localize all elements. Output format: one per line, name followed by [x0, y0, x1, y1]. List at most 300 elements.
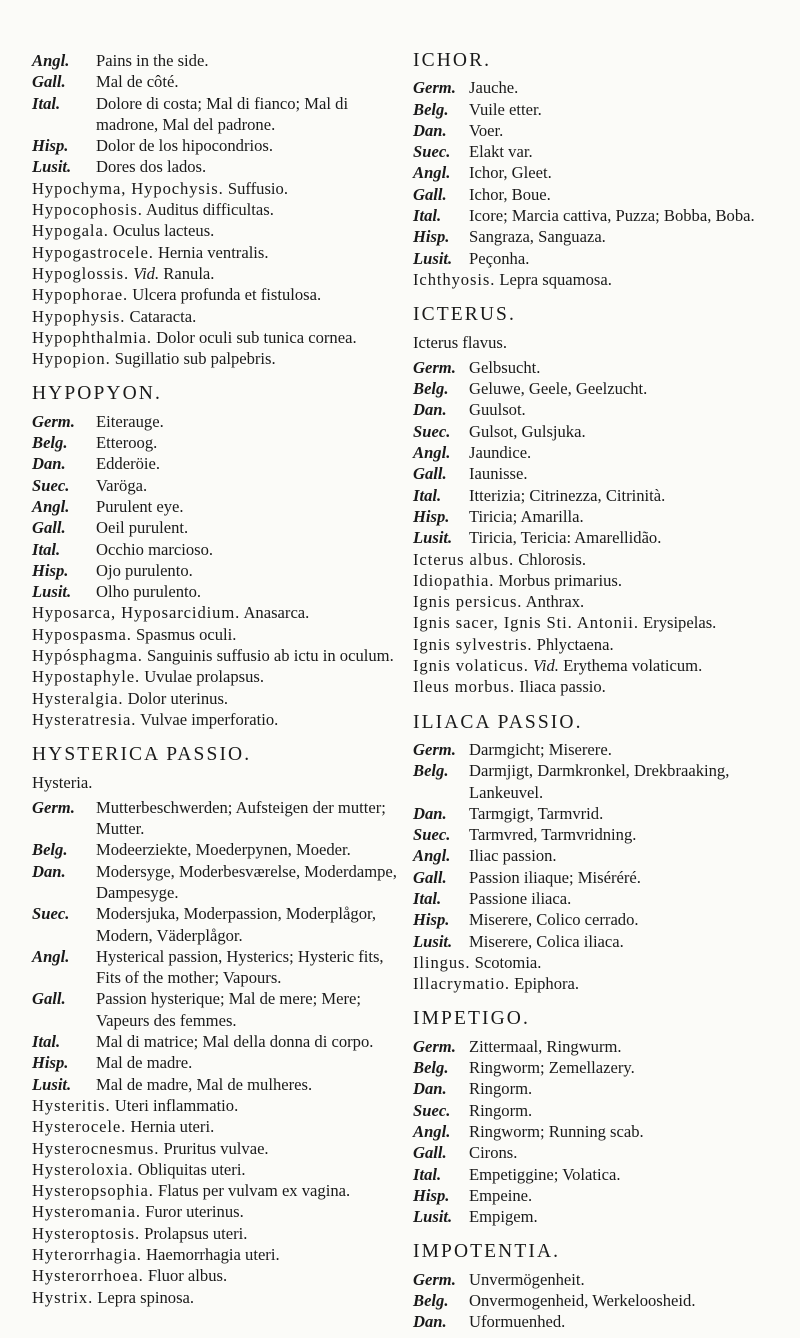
headword: Hypophorae. — [32, 285, 129, 305]
translation-text: Hysterical passion, Hysterics; Hysteric fits, Fits of the mother; Vapours. — [96, 946, 384, 988]
headword: Ichthyosis. — [413, 269, 496, 289]
translation-text: Empetiggine; Volatica. — [469, 1164, 621, 1184]
translation-row — [413, 1078, 793, 1099]
translation-text: Guulsot. — [469, 400, 526, 420]
headword: Hysteroptosis. — [32, 1223, 141, 1243]
headword: Illacrymatio. — [413, 974, 510, 994]
translation-row — [32, 1031, 402, 1052]
definition: Furor uterinus. — [145, 1202, 244, 1222]
definition: Ulcera profunda et fistulosa. — [132, 285, 322, 305]
translation-row — [413, 760, 793, 803]
translation-row — [413, 739, 793, 760]
translation-text: Tiricia; Amarilla. — [469, 506, 584, 526]
translation-row — [413, 1185, 793, 1206]
language-label: Dan. — [32, 861, 66, 881]
definition: Prolapsus uteri. — [144, 1223, 248, 1243]
translation-text: Jaundice. — [469, 443, 532, 463]
translation-text: Gulsot, Gulsjuka. — [469, 421, 586, 441]
headword: Ilingus. — [413, 952, 471, 972]
definition: Flatus per vulvam ex vagina. — [157, 1181, 351, 1201]
translation-text: Unvermögenheit. — [469, 1269, 585, 1289]
headword: Ignis sacer, Ignis Sti. Antonii. — [413, 613, 639, 633]
translation-text: Modeerziekte, Moederpynen, Moeder. — [96, 840, 351, 860]
language-label: Dan. — [413, 803, 447, 823]
translation-row — [32, 797, 402, 840]
language-label: Suec. — [413, 421, 451, 441]
language-label: Belg. — [413, 379, 449, 399]
translation-row — [413, 1290, 793, 1311]
translation-text: Tarmvred, Tarmvridning. — [469, 825, 637, 845]
translation-row — [32, 411, 402, 432]
translation-row — [32, 861, 402, 904]
translation-row — [413, 485, 793, 506]
translation-text: Ringorm. — [469, 1079, 533, 1099]
translation-row — [32, 475, 402, 496]
headword: Hypochyma, Hypochysis. — [32, 178, 224, 198]
section-heading: ICTERUS. — [413, 304, 516, 326]
translation-row — [32, 496, 402, 517]
translation-row — [413, 162, 793, 183]
language-label: Ital. — [413, 1164, 442, 1184]
definition: Erythema volaticum. — [563, 656, 703, 676]
definition: Anasarca. — [243, 603, 310, 623]
translation-text: Purulent eye. — [96, 496, 184, 516]
translation-row — [413, 931, 793, 952]
synonym-entry — [32, 1265, 402, 1286]
language-label: Angl. — [32, 946, 70, 966]
headword: Hypoglossis. — [32, 263, 130, 283]
translation-row — [413, 99, 793, 120]
language-label: Gall. — [413, 184, 447, 204]
translation-text: Oeil purulent. — [96, 518, 189, 538]
language-label: Gall. — [32, 989, 66, 1009]
language-label: Dan. — [32, 454, 66, 474]
translation-row — [413, 205, 793, 226]
headword: Hysteroloxia. — [32, 1159, 134, 1179]
translation-text: Ichor, Gleet. — [469, 163, 552, 183]
translation-text: Jauche. — [469, 78, 519, 98]
translation-text: Etteroog. — [96, 433, 158, 453]
translation-text: Passione iliaca. — [469, 888, 572, 908]
translation-text: Itterizia; Citrinezza, Citrinità. — [469, 485, 666, 505]
translation-row — [32, 1074, 402, 1095]
definition: Obliquitas uteri. — [137, 1159, 246, 1179]
headword: Hypostaphyle. — [32, 667, 141, 687]
definition: Suffusio. — [227, 178, 288, 198]
headword: Hysterorrhoea. — [32, 1266, 144, 1286]
language-label: Dan. — [413, 1312, 447, 1332]
definition: Haemorrhagia uteri. — [145, 1245, 280, 1265]
synonym-entry — [32, 1138, 402, 1159]
section-heading: IMPETIGO. — [413, 1008, 530, 1030]
translation-row — [32, 839, 402, 860]
language-label: Germ. — [413, 357, 456, 377]
definition: Phlyctaena. — [536, 634, 614, 654]
language-label: Gall. — [413, 867, 447, 887]
language-label: Angl. — [413, 443, 451, 463]
translation-row — [413, 77, 793, 98]
language-label: Germ. — [32, 411, 75, 431]
language-label: Ital. — [413, 888, 442, 908]
synonym-entry — [32, 1180, 402, 1201]
definition: Dolor oculi sub tunica cornea. — [156, 327, 357, 347]
headword: Hyterorrhagia. — [32, 1245, 142, 1265]
language-label: Belg. — [413, 761, 449, 781]
language-label: Dan. — [413, 1079, 447, 1099]
translation-row — [32, 581, 402, 602]
translation-row — [413, 1057, 793, 1078]
definition: Cataracta. — [129, 306, 197, 326]
language-label: Ital. — [413, 485, 442, 505]
language-label: Lusit. — [413, 248, 453, 268]
definition: Ranula. — [163, 263, 215, 283]
vid-reference: Vid. — [133, 263, 160, 283]
definition: Sugillatio sub palpebris. — [114, 349, 276, 369]
definition: Auditus difficultas. — [146, 200, 274, 220]
translation-text: Uformuenhed. — [469, 1312, 566, 1332]
language-label: Ital. — [32, 1032, 61, 1052]
translation-row — [413, 1164, 793, 1185]
headword: Icterus albus. — [413, 549, 515, 569]
headword: Ileus morbus. — [413, 677, 516, 697]
language-label: Lusit. — [32, 157, 72, 177]
translation-text: Passion iliaque; Miséréré. — [469, 867, 641, 887]
translation-row — [413, 527, 793, 548]
translation-row — [32, 453, 402, 474]
translation-row — [413, 442, 793, 463]
definition: Fluor albus. — [147, 1266, 228, 1286]
translation-text: Eiterauge. — [96, 411, 164, 431]
definition: Vulvae imperforatio. — [140, 709, 279, 729]
language-label: Lusit. — [413, 528, 453, 548]
translation-row — [413, 120, 793, 141]
synonym-entry — [413, 655, 793, 676]
synonym-entry — [32, 1287, 402, 1308]
translation-text: Elakt var. — [469, 142, 533, 162]
language-label: Belg. — [32, 433, 68, 453]
translation-text: Iliac passion. — [469, 846, 557, 866]
language-label: Hisp. — [413, 227, 450, 247]
translation-text: Ringworm; Running scab. — [469, 1121, 644, 1141]
translation-row — [32, 156, 402, 177]
language-label: Angl. — [32, 51, 70, 70]
translation-text: Cirons. — [469, 1143, 518, 1163]
synonym-entry — [413, 612, 793, 633]
translation-text: Tarmgigt, Tarmvrid. — [469, 803, 604, 823]
headword: Hypospasma. — [32, 624, 132, 644]
translation-text: Olho purulento. — [96, 582, 202, 602]
synonym-entry — [32, 1244, 402, 1265]
headword: Hysteratresia. — [32, 709, 137, 729]
translation-text: Gelbsucht. — [469, 357, 541, 377]
translation-row — [413, 378, 793, 399]
headword: Ignis persicus. — [413, 592, 523, 612]
language-label: Gall. — [32, 72, 66, 92]
translation-text: Vuile etter. — [469, 99, 542, 119]
translation-text: Pains in the side. — [96, 51, 209, 70]
synonym-entry — [32, 263, 402, 284]
translation-row — [32, 988, 402, 1031]
translation-row — [413, 1206, 793, 1227]
translation-row — [32, 903, 402, 946]
synonym-entry — [32, 348, 402, 369]
definition: Erysipelas. — [643, 613, 717, 633]
language-label: Germ. — [413, 78, 456, 98]
language-label: Hisp. — [413, 1185, 450, 1205]
translation-text: Dores dos lados. — [96, 157, 207, 177]
headword: Hyposarca, Hyposarcidium. — [32, 603, 241, 623]
language-label: Belg. — [413, 99, 449, 119]
translation-text: Peçonha. — [469, 248, 530, 268]
translation-row — [413, 867, 793, 888]
translation-row — [32, 50, 402, 71]
language-label: Hisp. — [32, 1053, 69, 1073]
language-label: Hisp. — [413, 506, 450, 526]
translation-text: Empeine. — [469, 1185, 533, 1205]
translation-text: Mal de côté. — [96, 72, 179, 92]
language-label: Belg. — [413, 1058, 449, 1078]
language-label: Germ. — [32, 797, 75, 817]
language-label: Lusit. — [32, 582, 72, 602]
translation-row — [413, 1311, 793, 1332]
translation-row — [413, 357, 793, 378]
definition: Morbus primarius. — [498, 570, 623, 590]
translation-row — [413, 1100, 793, 1121]
synonym-entry — [413, 269, 793, 290]
headword: Hysteropsophia. — [32, 1181, 154, 1201]
language-label: Ital. — [32, 93, 61, 113]
definition: Lepra spinosa. — [97, 1287, 195, 1307]
synonym-entry — [32, 284, 402, 305]
translation-text: Ringorm. — [469, 1100, 533, 1120]
headword: Ignis volaticus. — [413, 656, 529, 676]
headword: Hystrix. — [32, 1287, 94, 1307]
translation-row — [413, 888, 793, 909]
synonym-entry — [32, 602, 402, 623]
headword: Hypophysis. — [32, 306, 126, 326]
synonym-entry — [32, 306, 402, 327]
translation-text: Modersjuka, Moderpassion, Moderplågor, Modern, Väderplågor. — [96, 904, 376, 945]
section-heading: HYPOPYON. — [32, 383, 162, 405]
language-label: Germ. — [413, 1269, 456, 1289]
synonym-entry — [32, 327, 402, 348]
translation-row — [32, 560, 402, 581]
synonym-entry — [32, 645, 402, 666]
translation-row — [413, 421, 793, 442]
translation-text: Ichor, Boue. — [469, 184, 551, 204]
definition: Anthrax. — [525, 592, 585, 612]
translation-row — [32, 135, 402, 156]
language-label: Belg. — [32, 840, 68, 860]
language-label: Germ. — [413, 739, 456, 759]
synonym-entry — [32, 1095, 402, 1116]
translation-row — [413, 226, 793, 247]
synonym-entry — [413, 591, 793, 612]
translation-row — [413, 824, 793, 845]
headword: Hypogala. — [32, 221, 109, 241]
synonym-entry — [32, 242, 402, 263]
translation-text: Mal di matrice; Mal della donna di corpo. — [96, 1032, 374, 1052]
language-label: Gall. — [413, 1143, 447, 1163]
language-label: Lusit. — [413, 931, 453, 951]
section-subheading: Hysteria. — [32, 772, 93, 792]
definition: Lepra squamosa. — [499, 269, 612, 289]
synonym-entry — [32, 666, 402, 687]
translation-text: Edderöie. — [96, 454, 161, 474]
translation-text: Onvermogenheid, Werkeloosheid. — [469, 1291, 696, 1311]
synonym-entry — [413, 973, 793, 994]
translation-text: Geluwe, Geele, Geelzucht. — [469, 379, 648, 399]
translation-row — [32, 432, 402, 453]
translation-text: Miserere, Colica iliaca. — [469, 931, 624, 951]
translation-row — [413, 909, 793, 930]
language-label: Dan. — [413, 400, 447, 420]
translation-row — [32, 71, 402, 92]
section-subheading: Icterus flavus. — [413, 332, 507, 352]
language-label: Hisp. — [413, 910, 450, 930]
language-label: Belg. — [413, 1291, 449, 1311]
language-label: Suec. — [413, 142, 451, 162]
translation-text: Passion hysterique; Mal de mere; Mere; Vapeurs des femmes. — [96, 989, 361, 1030]
translation-text: Voer. — [469, 120, 504, 140]
synonym-entry — [413, 570, 793, 591]
definition: Epiphora. — [514, 974, 580, 994]
headword: Hysteromania. — [32, 1202, 141, 1222]
translation-text: Empigem. — [469, 1207, 538, 1227]
definition: Hernia uteri. — [130, 1117, 215, 1137]
language-label: Lusit. — [32, 1074, 72, 1094]
translation-text: Icore; Marcia cattiva, Puzza; Bobba, Boba. — [469, 206, 755, 226]
headword: Hysterocele. — [32, 1117, 127, 1137]
left-column — [32, 50, 402, 1308]
translation-text: Tiricia, Tericia: Amarellidão. — [469, 528, 662, 548]
language-label: Hisp. — [32, 560, 69, 580]
headword: Idiopathia. — [413, 570, 495, 590]
translation-row — [413, 1269, 793, 1290]
translation-row — [413, 803, 793, 824]
section-heading: IMPOTENTIA. — [413, 1241, 561, 1263]
language-label: Ital. — [413, 206, 442, 226]
synonym-entry — [32, 199, 402, 220]
synonym-entry — [413, 549, 793, 570]
definition: Oculus lacteus. — [112, 221, 215, 241]
definition: Sanguinis suffusio ab ictu in oculum. — [146, 646, 394, 666]
section-heading: ICHOR. — [413, 50, 492, 71]
translation-text: Occhio marcioso. — [96, 539, 214, 559]
synonym-entry — [32, 1201, 402, 1222]
translation-row — [413, 184, 793, 205]
headword: Ignis sylvestris. — [413, 634, 533, 654]
headword: Hysteralgia. — [32, 688, 124, 708]
synonym-entry — [32, 178, 402, 199]
translation-row — [413, 1036, 793, 1057]
definition: Dolor uterinus. — [127, 688, 229, 708]
definition: Iliaca passio. — [519, 677, 606, 697]
translation-text: Iaunisse. — [469, 464, 528, 484]
translation-text: Mutterbeschwerden; Aufsteigen der mutter; Mutter. — [96, 797, 386, 839]
definition: Chlorosis. — [518, 549, 587, 569]
language-label: Angl. — [413, 163, 451, 183]
section-heading: HYSTERICA PASSIO. — [32, 744, 252, 766]
headword: Hysterocnesmus. — [32, 1138, 160, 1158]
language-label: Angl. — [32, 496, 70, 516]
translation-row — [32, 93, 402, 136]
synonym-entry — [32, 1116, 402, 1137]
headword: Hypopion. — [32, 349, 111, 369]
synonym-entry — [32, 709, 402, 730]
language-label: Gall. — [32, 518, 66, 538]
language-label: Suec. — [32, 475, 70, 495]
translation-text: Ringworm; Zemellazery. — [469, 1058, 635, 1078]
vid-reference: Vid. — [532, 656, 559, 676]
translation-text: Sangraza, Sanguaza. — [469, 227, 606, 247]
synonym-entry — [413, 634, 793, 655]
synonym-entry — [413, 952, 793, 973]
definition: Spasmus oculi. — [135, 624, 237, 644]
translation-row — [32, 539, 402, 560]
headword: Hypósphagma. — [32, 646, 143, 666]
synonym-entry — [32, 688, 402, 709]
translation-text: Zittermaal, Ringwurm. — [469, 1036, 622, 1056]
translation-text: Dolor de los hipocondrios. — [96, 136, 273, 156]
definition: Scotomia. — [474, 952, 542, 972]
translation-row — [413, 845, 793, 866]
translation-row — [413, 399, 793, 420]
language-label: Ital. — [32, 539, 61, 559]
translation-text: Darmgicht; Miserere. — [469, 739, 612, 759]
definition: Uvulae prolapsus. — [144, 667, 265, 687]
language-label: Lusit. — [413, 1207, 453, 1227]
language-label: Gall. — [413, 464, 447, 484]
translation-row — [413, 463, 793, 484]
language-label: Suec. — [413, 1100, 451, 1120]
translation-row — [413, 506, 793, 527]
synonym-entry — [413, 676, 793, 697]
headword: Hypocophosis. — [32, 200, 143, 220]
headword: Hysteritis. — [32, 1095, 111, 1115]
translation-text: Ojo purulento. — [96, 560, 193, 580]
definition: Uteri inflammatio. — [114, 1095, 239, 1115]
translation-text: Modersyge, Moderbesværelse, Moderdampe, Dampesyge. — [96, 861, 397, 902]
synonym-entry — [32, 624, 402, 645]
translation-row — [413, 1121, 793, 1142]
language-label: Suec. — [32, 904, 70, 924]
translation-row — [32, 946, 402, 989]
definition: Pruritus vulvae. — [163, 1138, 269, 1158]
synonym-entry — [32, 1159, 402, 1180]
translation-row — [413, 141, 793, 162]
translation-text: Mal de madre, Mal de mulheres. — [96, 1074, 313, 1094]
translation-row — [32, 517, 402, 538]
headword: Hypophthalmia. — [32, 327, 152, 347]
translation-row — [413, 1142, 793, 1163]
translation-row — [413, 248, 793, 269]
translation-text: Miserere, Colico cerrado. — [469, 910, 639, 930]
headword: Hypogastrocele. — [32, 242, 154, 262]
language-label: Dan. — [413, 120, 447, 140]
definition: Hernia ventralis. — [157, 242, 269, 262]
synonym-entry — [32, 1223, 402, 1244]
section-heading: ILIACA PASSIO. — [413, 711, 583, 733]
language-label: Germ. — [413, 1036, 456, 1056]
translation-text: Varöga. — [96, 475, 148, 495]
language-label: Suec. — [413, 825, 451, 845]
translation-row — [32, 1052, 402, 1073]
translation-text: Darmjigt, Darmkronkel, Drekbraaking, Lankeuvel. — [469, 761, 730, 802]
synonym-entry — [32, 220, 402, 241]
language-label: Angl. — [413, 1121, 451, 1141]
language-label: Angl. — [413, 846, 451, 866]
